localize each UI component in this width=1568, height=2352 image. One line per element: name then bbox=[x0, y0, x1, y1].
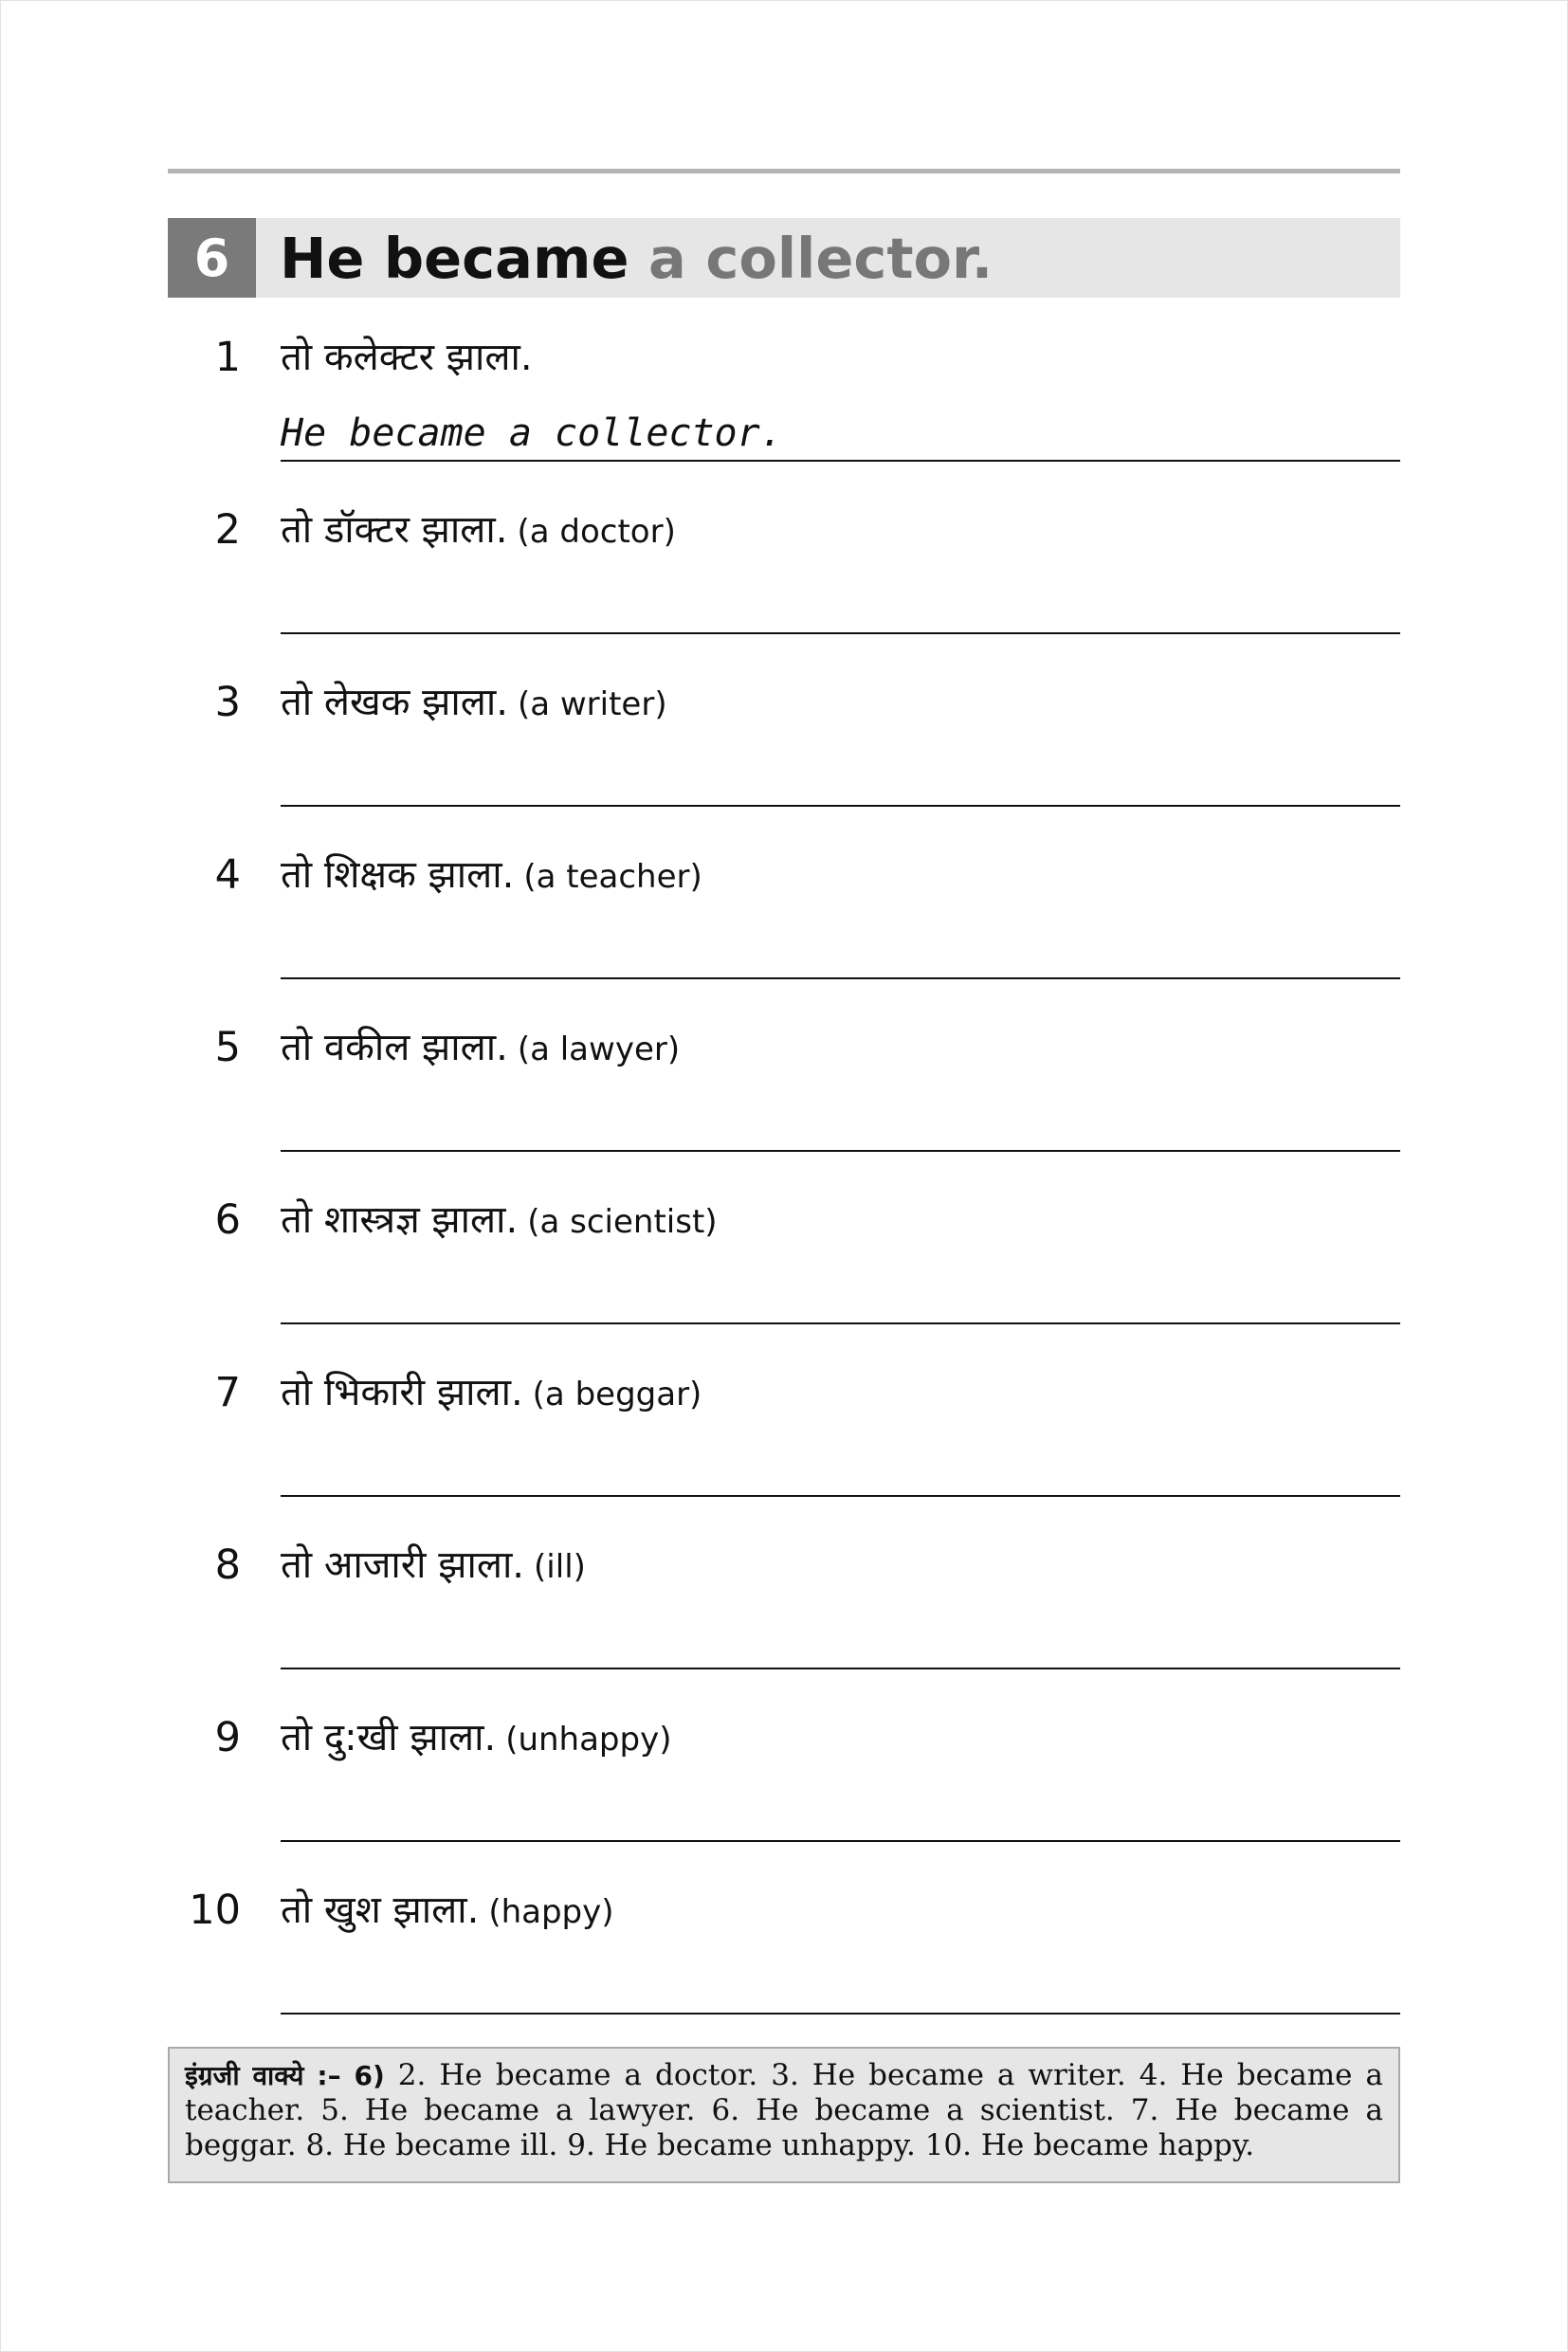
marathi-sentence: तो आजारी झाला. bbox=[281, 1543, 525, 1587]
answer-line[interactable] bbox=[281, 632, 1400, 634]
item-number: 7 bbox=[214, 1369, 241, 1416]
marathi-sentence: तो दु:खी झाला. bbox=[281, 1716, 497, 1759]
item-number: 2 bbox=[214, 506, 241, 554]
exercise-item bbox=[0, 830, 1568, 1003]
english-hint: (a scientist) bbox=[527, 1203, 718, 1241]
answer-line[interactable] bbox=[281, 460, 1400, 462]
item-prompt bbox=[281, 1367, 702, 1426]
title-bold-part: He became bbox=[280, 225, 629, 291]
item-number: 8 bbox=[214, 1541, 241, 1589]
english-hint: (happy) bbox=[488, 1893, 614, 1931]
item-number: 10 bbox=[189, 1887, 241, 1934]
marathi-sentence: तो खुश झाला. bbox=[281, 1888, 480, 1932]
item-prompt bbox=[281, 1022, 680, 1081]
english-hint: (a beggar) bbox=[532, 1376, 702, 1413]
answer-key-box bbox=[168, 2047, 1400, 2183]
answer-line[interactable] bbox=[281, 1495, 1400, 1497]
item-prompt bbox=[281, 1194, 718, 1253]
marathi-sentence: तो कलेक्टर झाला. bbox=[281, 336, 533, 379]
item-prompt bbox=[281, 1712, 671, 1771]
marathi-sentence: तो शिक्षक झाला. bbox=[281, 853, 515, 897]
top-rule bbox=[168, 169, 1400, 173]
answer-line[interactable] bbox=[281, 805, 1400, 807]
answer-key-content bbox=[185, 2058, 1383, 2163]
exercise-item bbox=[0, 313, 1568, 485]
exercise-item bbox=[0, 1176, 1568, 1348]
answer-line[interactable] bbox=[281, 2013, 1400, 2015]
item-number: 4 bbox=[214, 851, 241, 899]
item-number: 9 bbox=[214, 1714, 241, 1761]
marathi-sentence: तो डॉक्टर झाला. bbox=[281, 508, 508, 552]
answer-line[interactable] bbox=[281, 977, 1400, 979]
item-prompt bbox=[281, 1885, 614, 1943]
english-hint: (ill) bbox=[534, 1548, 586, 1586]
exercise-title bbox=[280, 218, 993, 298]
english-hint: (a lawyer) bbox=[517, 1030, 681, 1068]
item-prompt bbox=[281, 677, 667, 736]
english-hint: (unhappy) bbox=[505, 1721, 672, 1759]
marathi-sentence: तो लेखक झाला. bbox=[281, 681, 508, 724]
item-prompt bbox=[281, 849, 702, 908]
exercise-header bbox=[168, 218, 1400, 298]
item-number: 3 bbox=[214, 679, 241, 726]
exercise-item bbox=[0, 1866, 1568, 2038]
english-hint: (a writer) bbox=[517, 685, 667, 723]
sample-answer: He became a collector. bbox=[281, 411, 783, 455]
item-number: 1 bbox=[214, 334, 241, 381]
item-number: 6 bbox=[214, 1196, 241, 1244]
item-number: 5 bbox=[214, 1024, 241, 1071]
exercise-item bbox=[0, 1348, 1568, 1521]
exercise-item bbox=[0, 1003, 1568, 1176]
title-grey-part: a collector. bbox=[648, 225, 994, 291]
answer-line[interactable] bbox=[281, 1150, 1400, 1152]
english-hint: (a teacher) bbox=[523, 858, 702, 896]
exercise-number-badge: 6 bbox=[168, 218, 256, 298]
marathi-sentence: तो शास्त्रज्ञ झाला. bbox=[281, 1198, 519, 1242]
exercise-item bbox=[0, 1521, 1568, 1693]
item-prompt bbox=[281, 332, 533, 391]
answer-line[interactable] bbox=[281, 1322, 1400, 1324]
answer-line[interactable] bbox=[281, 1668, 1400, 1669]
answer-key-label: इंग्रजी वाक्ये :– 6) bbox=[185, 2060, 385, 2091]
item-prompt bbox=[281, 504, 676, 563]
answer-key-text: 2. He became a doctor. 3. He became a writer. 4. He became a teacher. 5. He became a lawyer. 6. He became a scientist. 7. He became a beggar. 8. He became ill. 9. He became unhappy. 10. He became happy. bbox=[185, 2058, 1383, 2162]
marathi-sentence: तो वकील झाला. bbox=[281, 1026, 508, 1069]
item-prompt bbox=[281, 1540, 586, 1598]
exercise-item bbox=[0, 485, 1568, 658]
english-hint: (a doctor) bbox=[517, 513, 676, 551]
exercise-item bbox=[0, 658, 1568, 830]
answer-line[interactable] bbox=[281, 1840, 1400, 1842]
exercise-item bbox=[0, 1693, 1568, 1866]
marathi-sentence: तो भिकारी झाला. bbox=[281, 1371, 523, 1414]
